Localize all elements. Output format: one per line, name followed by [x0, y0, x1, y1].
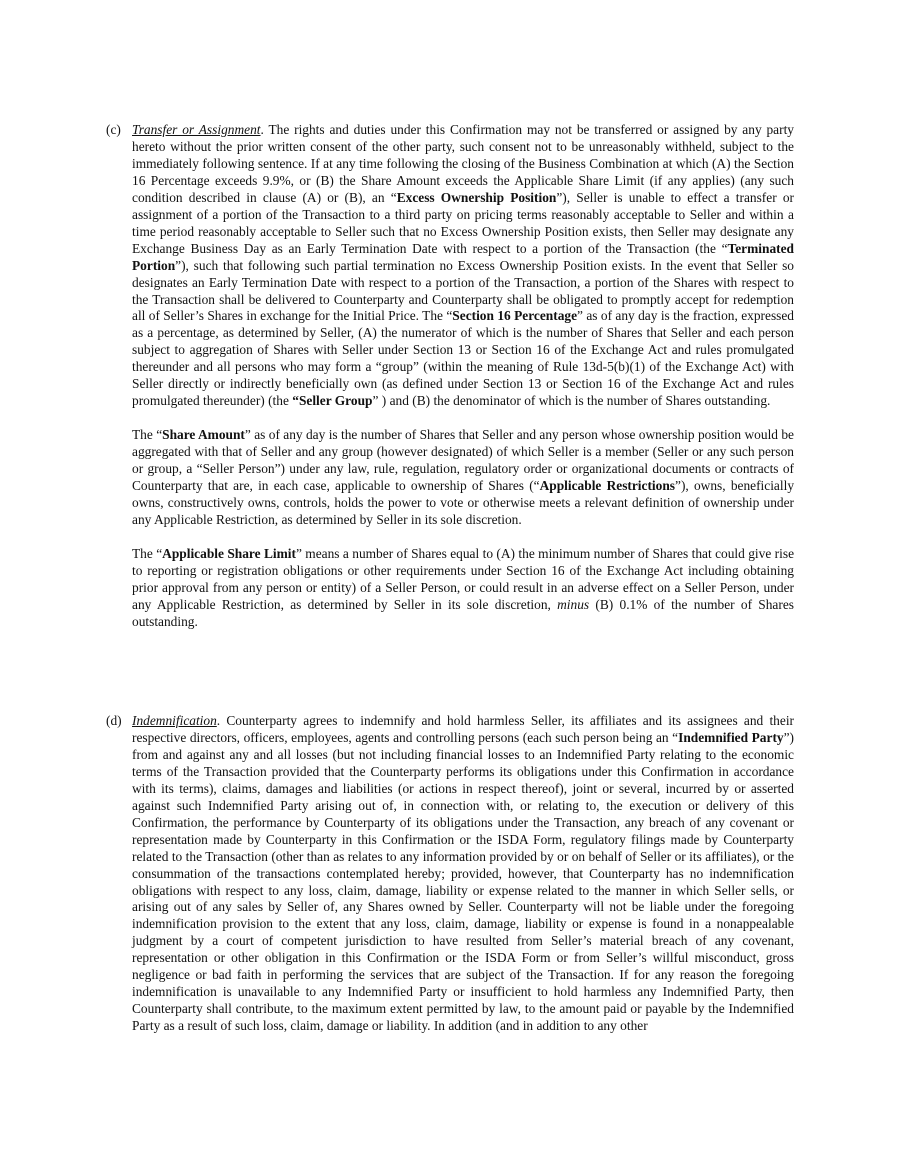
- section-c-heading: Transfer or Assignment: [132, 122, 261, 137]
- text-run: ”) from and against any and all losses (but not including financial losses to an Indemnified Party relating to the economic terms of the Transaction provided that the Counterparty performs its obligations under this Confirmation in accordance with its terms), claims, damages and liabilities (or actions in respect thereof), joint or several, incurred by or asserted against such Indemnified Party arising out of, in connection with, or relating to, the execution or delivery of this Confirmation, the performance by Counterparty of its obligations under the Transaction, any breach of any covenant or representation made by Counterparty in this Confirmation or the ISDA Form, regulatory filings made by Counterparty related to the Transaction (other than as relates to any information provided by or on behalf of Seller or its affiliates), or the consummation of the transactions contemplated hereby; provided, however, that Counterparty has no indemnification obligations with respect to any loss, claim, damage, liability or expense related to the manner in which Seller sells, or arising out of any sales by Seller of, any Shares owned by Seller. Counterparty will not be liable under the foregoing indemnification provision to the extent that any loss, claim, damage, liability or expense is found in a nonappealable judgment by a court of competent jurisdiction to have resulted from Seller’s material breach of any covenant, representation or other obligation in this Confirmation or the ISDA Form or from Seller’s willful misconduct, gross negligence or bad faith in performing the services that are subject of the Transaction. If for any reason the foregoing indemnification is unavailable to any Indemnified Party or insufficient to hold harmless any Indemnified Party, then Counterparty shall contribute, to the maximum extent permitted by law, to the amount paid or payable by the Indemnified Party as a result of such loss, claim, damage or liability. In addition (and in addition to any other: [132, 729, 795, 1034]
- defined-term-indemnified-party: Indemnified Party: [678, 729, 784, 745]
- text-run: The “: [132, 427, 163, 443]
- section-c-transfer-or-assignment: [106, 122, 794, 631]
- text-run: ”), owns, beneficially owns, constructively owns, controls, holds the power to vote or otherwise meets a relevant definition of ownership under any Applicable Restriction, as determined by Seller in its sole discretion.: [132, 478, 795, 527]
- section-c-body: [132, 122, 794, 631]
- text-run: ” means a number of Shares equal to (A) the minimum number of Shares that could give rise to reporting or registration obligations or other requirements under Section 16 of the Exchange Act including obtaining prior approval from any person or entity) of a Seller Person, or could result in an adverse effect on a Seller Person, under any Applicable Restriction, as determined by Seller in its sole discretion,: [132, 545, 795, 612]
- section-d-indemnification: [106, 713, 794, 1035]
- section-c-paragraph-3: [132, 546, 794, 631]
- section-d-paragraph-1: [132, 713, 794, 1035]
- text-run: ”), Seller is unable to effect a transfer or assignment of a portion of the Transaction to a third party on pricing terms reasonably acceptable to Seller and within a time period reasonably acceptable to Seller such that no Excess Ownership Position exists, then Seller may designate any Exchange Business Day as an Early Termination Date with respect to a portion of the Transaction (the “: [132, 189, 794, 256]
- text-run: ”), such that following such partial termination no Excess Ownership Position exists. In the event that Seller so designates an Early Termination Date with respect to a portion of the Transaction, a portion of the Shares with respect to the Transaction shall be delivered to Counterparty and Counterparty shall be obligated to promptly accept for redemption all of Seller’s Shares in exchange for the Initial Price. The “: [132, 257, 794, 324]
- defined-term-terminated-portion: Terminated Portion: [132, 240, 794, 273]
- defined-term-section-16-percentage: Section 16 Percentage: [452, 308, 578, 324]
- italic-minus: minus: [557, 596, 590, 612]
- defined-term-seller-group: “Seller Group: [292, 393, 373, 409]
- defined-term-share-amount: Share Amount: [162, 427, 245, 443]
- text-run: The “: [132, 545, 163, 561]
- section-c-paragraph-2: [132, 427, 794, 529]
- section-c-label: (c): [106, 122, 121, 137]
- defined-term-applicable-share-limit: Applicable Share Limit: [162, 545, 296, 561]
- text-run: ” ) and (B) the denominator of which is the number of Shares outstanding.: [372, 393, 771, 409]
- defined-term-applicable-restrictions: Applicable Restrictions: [539, 478, 676, 494]
- section-d-heading: Indemnification: [132, 713, 217, 728]
- text-run: ” as of any day is the fraction, expressed as a percentage, as determined by Seller, (A) the numerator of which is the number of Shares that Seller and each person subject to aggregation of Shares with Seller under Section 13 or Section 16 of the Exchange Act and rules promulgated thereunder and all persons who may form a “group” (within the meaning of Rule 13d-5(b)(1) of the Exchange Act) with Seller directly or indirectly beneficially own (as defined under Section 13 or Section 16 of the Exchange Act and rules promulgated thereunder) (the: [132, 308, 795, 409]
- text-run: (B) 0.1% of the number of Shares outstanding.: [132, 596, 794, 629]
- text-run: . Counterparty agrees to indemnify and hold harmless Seller, its affiliates and its assignees and their respective directors, officers, employees, agents and controlling persons (each such person being an “: [132, 713, 794, 745]
- section-d-body: [132, 713, 794, 1035]
- text-run: ” as of any day is the number of Shares that Seller and any person whose ownership position would be aggregated with that of Seller and any group (however designated) of which Seller is a member (Seller or any such person or group, a “Seller Person”) under any law, rule, regulation, regulatory order or organizational documents or contracts of Counterparty that are, in each case, applicable to ownership of Shares (“: [132, 427, 794, 494]
- section-d-label: (d): [106, 713, 122, 728]
- text-run: . The rights and duties under this Confirmation may not be transferred or assigned by any party hereto without the prior written consent of the other party, such consent not to be unreasonably withheld, subject to the immediately following sentence. If at any time following the closing of the Business Combination at which (A) the Section 16 Percentage exceeds 9.9%, or (B) the Share Amount exceeds the Applicable Share Limit (if any applies) (any such condition described in clause (A) or (B), an “: [132, 122, 794, 205]
- defined-term-excess-ownership-position: Excess Ownership Position: [396, 189, 557, 205]
- section-c-paragraph-1: [132, 122, 794, 410]
